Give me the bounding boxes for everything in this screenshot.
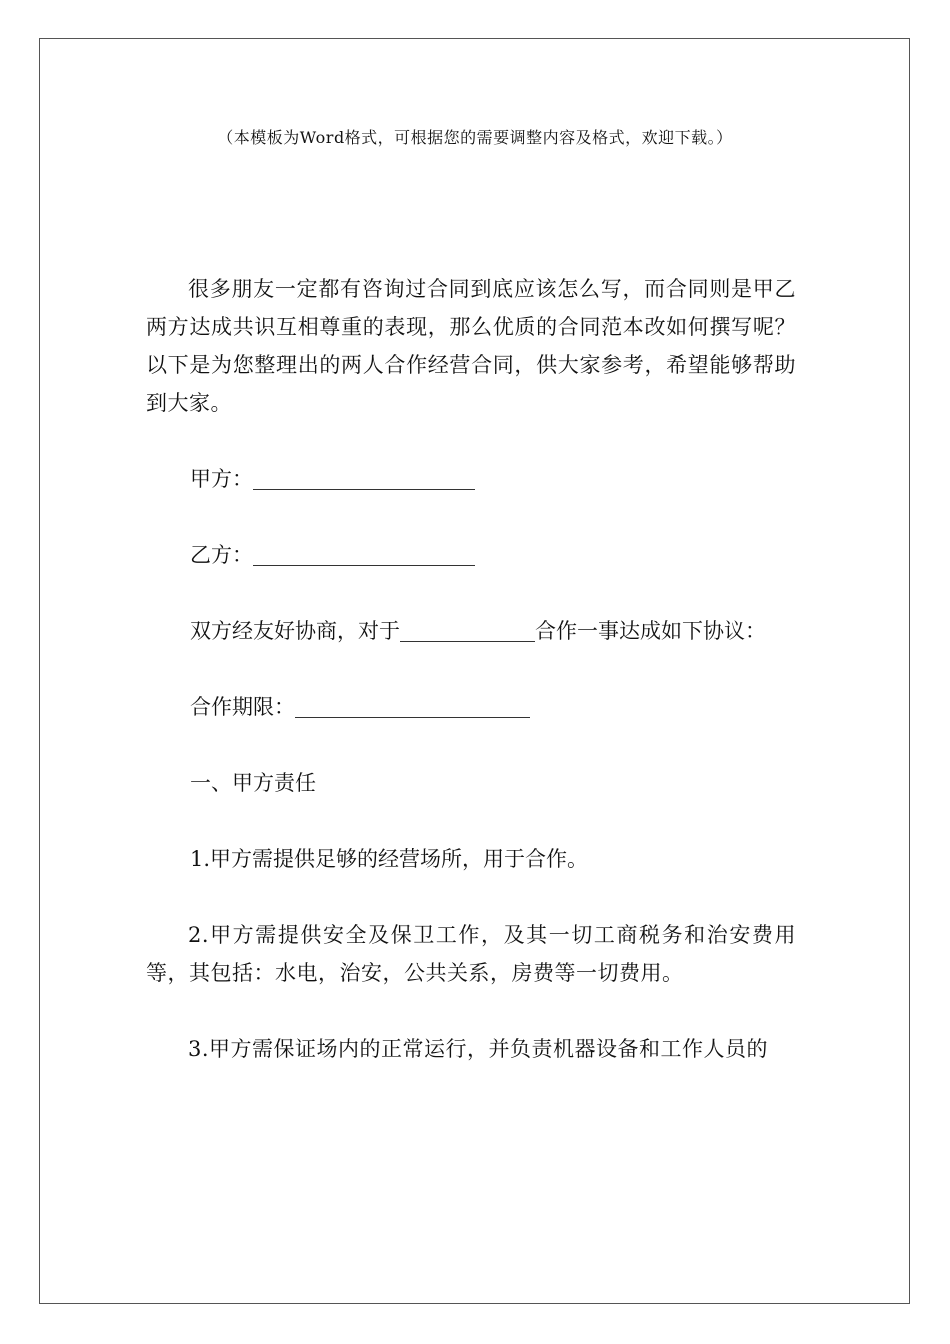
party-b-blank[interactable]	[253, 545, 475, 566]
template-note: （本模板为Word格式，可根据您的需要调整内容及格式，欢迎下载。）	[217, 128, 733, 147]
section-heading: 一、甲方责任	[190, 771, 316, 795]
term-blank[interactable]	[295, 697, 530, 718]
agreement-suffix: 合作一事达成如下协议：	[535, 619, 766, 643]
clause-3: 3.甲方需保证场内的正常运行，并负责机器设备和工作人员的	[188, 1037, 769, 1061]
clause-2: 2.甲方需提供安全及保卫工作，及其一切工商税务和治安费用等，其包括：水电，治安，公共关系，房费等一切费用。	[146, 923, 796, 985]
document-body	[146, 270, 796, 1068]
agreement-prefix: 双方经友好协商，对于	[190, 619, 400, 643]
intro-paragraph: 很多朋友一定都有咨询过合同到底应该怎么写，而合同则是甲乙两方达成共识互相尊重的表现，那么优质的合同范本改如何撰写呢？以下是为您整理出的两人合作经营合同，供大家参考，希望能够帮助到大家。	[146, 277, 796, 415]
agreement-line	[146, 612, 796, 650]
party-b-line	[146, 536, 796, 574]
term-line	[146, 688, 796, 726]
cooperation-item-blank[interactable]	[400, 621, 535, 642]
term-label: 合作期限：	[190, 695, 295, 719]
party-b-label: 乙方：	[190, 543, 253, 567]
clause-1: 1.甲方需提供足够的经营场所，用于合作。	[190, 847, 589, 871]
party-a-blank[interactable]	[253, 469, 475, 490]
party-a-label: 甲方：	[190, 467, 253, 491]
party-a-line	[146, 460, 796, 498]
